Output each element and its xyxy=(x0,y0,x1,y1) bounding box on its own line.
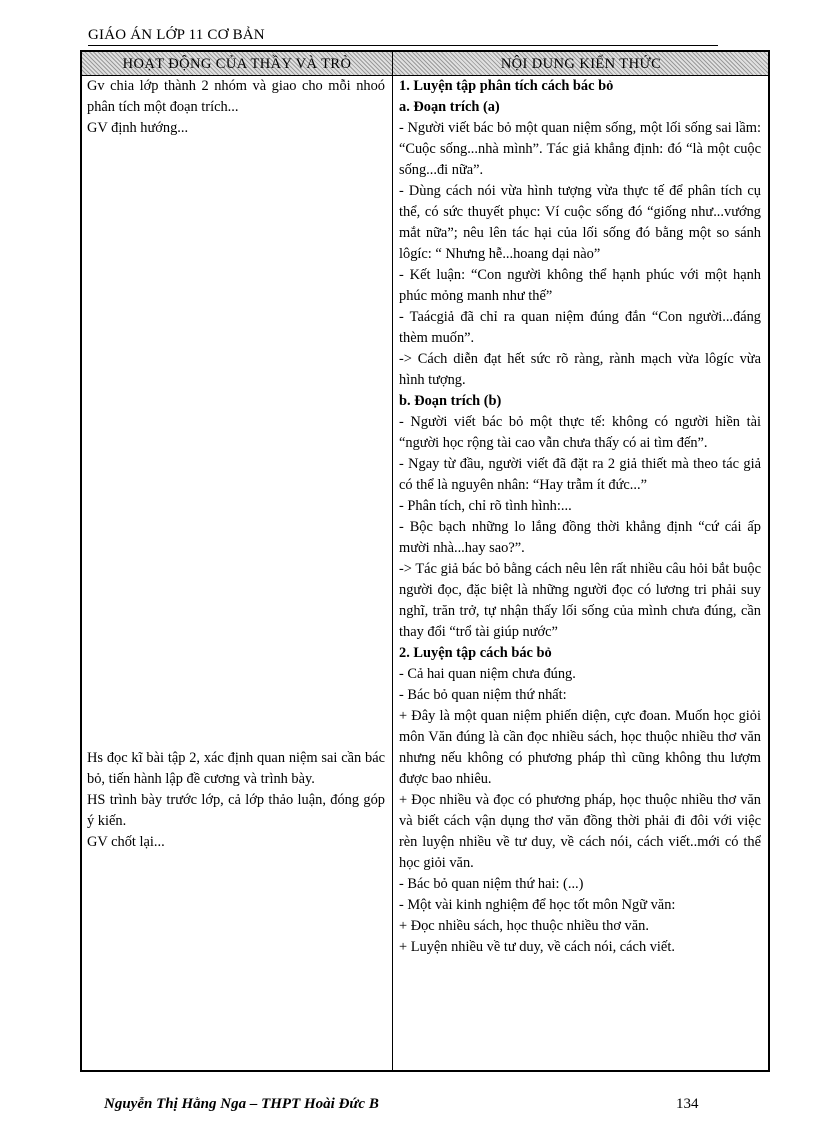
content-paragraph: - Một vài kinh nghiệm để học tốt môn Ngữ văn: xyxy=(399,897,676,913)
subsection-title: b. Đoạn trích (b) xyxy=(399,393,502,409)
content-column xyxy=(399,76,761,958)
content-paragraph: - Bộc bạch những lo lắng đồng thời khẳng định “cứ cái ấp mười nhà...hay sao?”. xyxy=(399,519,761,556)
column-divider xyxy=(392,52,393,1070)
content-paragraph: -> Cách diễn đạt hết sức rõ ràng, rành mạch vừa lôgíc vừa hình tượng. xyxy=(399,351,761,388)
lesson-table xyxy=(80,50,770,1072)
content-paragraph: - Taácgiả đã chỉ ra quan niệm đúng đắn “Con người...đáng thèm muốn”. xyxy=(399,309,761,346)
subsection-title: a. Đoạn trích (a) xyxy=(399,99,500,115)
content-paragraph: + Đọc nhiều và đọc có phương pháp, học thuộc nhiều thơ văn và biết cách vận dụng thơ văn đồng thời phải đi đôi với việc rèn luyện nhiều về tư duy, về cách nói, cách viết..mới có thể học giỏi văn. xyxy=(399,792,761,871)
content-paragraph: -> Tác giả bác bỏ bằng cách nêu lên rất nhiều câu hỏi bắt buộc người đọc, đặc biệt là những người đọc có lương tri phải suy nghĩ, trăn trở, tự nhận thấy lối sống của mình chưa đúng, cần thay đổi “trổ tài giúp nước” xyxy=(399,561,761,640)
activity-paragraph: GV chốt lại... xyxy=(87,834,165,850)
table-header-row xyxy=(82,52,768,76)
content-paragraph: - Bác bỏ quan niệm thứ hai: (...) xyxy=(399,876,584,892)
activities-column xyxy=(87,76,385,853)
page-number: 134 xyxy=(676,1096,699,1112)
page-header xyxy=(88,26,718,46)
content-paragraph: + Đây là một quan niệm phiến diện, cực đoan. Muốn học giỏi môn Văn đúng là cần đọc nhiều sách, học thuộc nhiều thơ văn nhưng nếu không có phương pháp thì cũng không thu lượm được bao nhiêu. xyxy=(399,708,761,787)
content-paragraph: - Cả hai quan niệm chưa đúng. xyxy=(399,666,576,682)
content-paragraph: - Người viết bác bỏ một quan niệm sống, một lối sống sai lầm: “Cuộc sống...nhà mình”. Tác giả khẳng định: đó “là một cuộc sống...đi nữa”. xyxy=(399,120,761,178)
content-paragraph: + Luyện nhiều về tư duy, về cách nói, cách viết. xyxy=(399,939,675,955)
header-title: GIÁO ÁN LỚP 11 CƠ BẢN xyxy=(88,27,265,43)
content-paragraph: - Dùng cách nói vừa hình tượng vừa thực tế để phân tích cụ thể, có sức thuyết phục: Ví cuộc sống đó “giống như...vướng mắt nữa”; nêu lên tác hại của lối sống đó bằng một so sánh lôgíc: “ Nhưng hễ...hoang dại nào” xyxy=(399,183,761,262)
activity-paragraph: HS trình bày trước lớp, cả lớp thảo luận, đóng góp ý kiến. xyxy=(87,792,385,829)
activity-paragraph: GV định hướng... xyxy=(87,120,189,136)
column-header-activities: HOẠT ĐỘNG CỦA THẦY VÀ TRÒ xyxy=(122,56,352,72)
content-paragraph: - Ngay từ đầu, người viết đã đặt ra 2 giả thiết mà theo tác giả có thể là nguyên nhân: “Hay trẫm ít đức...” xyxy=(399,456,761,493)
section-title: 1. Luyện tập phân tích cách bác bỏ xyxy=(399,78,614,94)
column-header-content: NỘI DUNG KIẾN THỨC xyxy=(500,56,662,72)
content-paragraph: - Phân tích, chỉ rõ tình hình:... xyxy=(399,498,572,514)
content-paragraph: - Người viết bác bỏ một thực tế: không có người hiền tài “người học rộng tài cao vẫn chưa thấy có ai tìm đến”. xyxy=(399,414,761,451)
content-paragraph: + Đọc nhiều sách, học thuộc nhiều thơ văn. xyxy=(399,918,649,934)
activity-paragraph: Gv chia lớp thành 2 nhóm và giao cho mỗi nhoó phân tích một đoạn trích... xyxy=(87,78,385,115)
content-paragraph: - Bác bỏ quan niệm thứ nhất: xyxy=(399,687,567,703)
section-title: 2. Luyện tập cách bác bỏ xyxy=(399,645,552,661)
content-paragraph: - Kết luận: “Con người không thể hạnh phúc với một hạnh phúc mỏng manh như thế” xyxy=(399,267,761,304)
activity-paragraph: Hs đọc kĩ bài tập 2, xác định quan niệm sai cần bác bỏ, tiến hành lập đề cương và trình bày. xyxy=(87,750,385,787)
column-gap xyxy=(87,139,385,748)
footer-author: Nguyễn Thị Hằng Nga – THPT Hoài Đức B xyxy=(104,1096,379,1112)
